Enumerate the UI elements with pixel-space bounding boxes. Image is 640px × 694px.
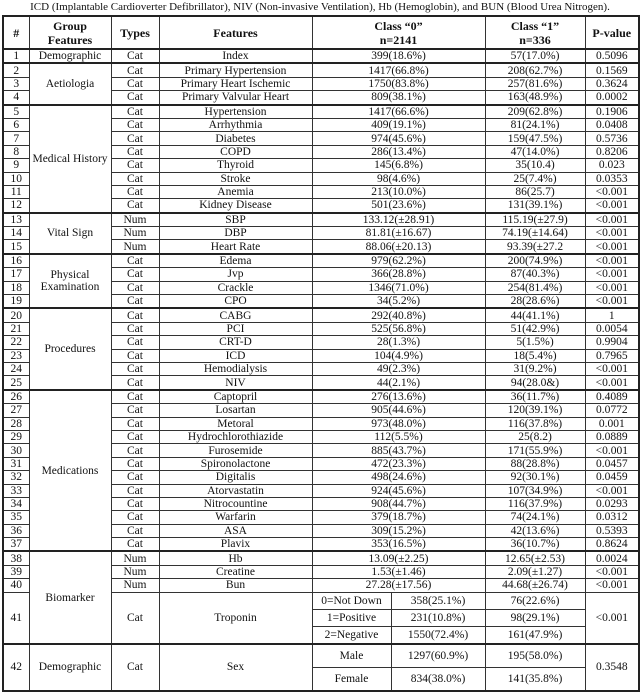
feature-name: PCI — [159, 322, 312, 335]
feature-name: Heart Rate — [159, 240, 312, 254]
row-number: 27 — [3, 404, 29, 417]
feature-name: Plavix — [159, 538, 312, 552]
p-value: 0.7965 — [585, 349, 639, 362]
feature-name: CRT-D — [159, 336, 312, 349]
p-value: 0.5736 — [585, 132, 639, 145]
p-value: <0.001 — [585, 268, 639, 281]
row-number: 23 — [3, 349, 29, 362]
feature-type: Cat — [111, 254, 159, 268]
feature-type: Num — [111, 551, 159, 565]
row-number: 39 — [3, 565, 29, 578]
header-features: Features — [159, 16, 312, 49]
table-row — [3, 551, 639, 565]
class1-value: 87(40.3%) — [485, 268, 585, 281]
class1-value: 25(7.4%) — [485, 172, 585, 185]
row-number: 8 — [3, 145, 29, 158]
row-number: 22 — [3, 336, 29, 349]
p-value: <0.001 — [585, 444, 639, 457]
group-name: Demographic — [29, 49, 111, 63]
feature-name: Primary Hypertension — [159, 63, 312, 77]
feature-name: CPO — [159, 295, 312, 309]
class1-value: 208(62.7%) — [485, 63, 585, 77]
p-value: <0.001 — [585, 281, 639, 294]
class1-value: 2.09(±1.27) — [485, 565, 585, 578]
p-value: 0.0002 — [585, 91, 639, 105]
feature-name: Thyroid — [159, 159, 312, 172]
p-value: 1 — [585, 308, 639, 322]
feature-type: Cat — [111, 471, 159, 484]
p-value: <0.001 — [585, 376, 639, 390]
feature-type: Cat — [111, 118, 159, 131]
class0-value: 27.28(±17.56) — [312, 579, 485, 592]
row-number: 3 — [3, 77, 29, 90]
feature-type: Cat — [111, 484, 159, 497]
class1-value: 44.68(±26.74) — [485, 579, 585, 592]
class0-value: 112(5.5%) — [312, 430, 485, 443]
feature-type: Cat — [111, 159, 159, 172]
row-number: 36 — [3, 524, 29, 537]
class0-value: 908(44.7%) — [312, 497, 485, 510]
feature-name: ASA — [159, 524, 312, 537]
feature-type: Cat — [111, 77, 159, 90]
class0-value: 309(15.2%) — [312, 524, 485, 537]
class1-value: 18(5.4%) — [485, 349, 585, 362]
row-number: 35 — [3, 511, 29, 524]
class0-value: 1550(72.4%) — [391, 626, 485, 644]
feature-name: Jvp — [159, 268, 312, 281]
sub-category-label: Male — [312, 644, 391, 668]
class1-value: 98(29.1%) — [485, 609, 585, 626]
feature-name: Captopril — [159, 390, 312, 404]
p-value: 0.0024 — [585, 551, 639, 565]
row-number: 29 — [3, 430, 29, 443]
feature-type: Cat — [111, 511, 159, 524]
class1-value: 25(8.2) — [485, 430, 585, 443]
p-value: 0.9904 — [585, 336, 639, 349]
p-value: <0.001 — [585, 592, 639, 644]
class0-value: 81.81(±16.67) — [312, 227, 485, 240]
class0-value: 472(23.3%) — [312, 457, 485, 470]
feature-type: Cat — [111, 390, 159, 404]
table-row — [3, 644, 639, 668]
class0-value: 366(28.8%) — [312, 268, 485, 281]
sub-category-label: Female — [312, 667, 391, 691]
feature-name: Hydrochlorothiazide — [159, 430, 312, 443]
class0-value: 358(25.1%) — [391, 592, 485, 609]
feature-type: Cat — [111, 592, 159, 644]
row-number: 20 — [3, 308, 29, 322]
class1-value: 94(28.0&) — [485, 376, 585, 390]
feature-type: Cat — [111, 145, 159, 158]
feature-type: Cat — [111, 336, 159, 349]
class0-value: 213(10.0%) — [312, 185, 485, 198]
class0-value: 1.53(±1.46) — [312, 565, 485, 578]
group-name: Vital Sign — [29, 213, 111, 254]
feature-name: Atorvastatin — [159, 484, 312, 497]
feature-name: Losartan — [159, 404, 312, 417]
row-number: 10 — [3, 172, 29, 185]
class0-value: 979(62.2%) — [312, 254, 485, 268]
feature-type: Cat — [111, 362, 159, 375]
row-number: 30 — [3, 444, 29, 457]
p-value: 0.0312 — [585, 511, 639, 524]
feature-name: COPD — [159, 145, 312, 158]
p-value: 0.0408 — [585, 118, 639, 131]
p-value: 0.8624 — [585, 538, 639, 552]
class1-value: 51(42.9%) — [485, 322, 585, 335]
row-number: 21 — [3, 322, 29, 335]
class1-value: 88(28.8%) — [485, 457, 585, 470]
class1-value: 161(47.9%) — [485, 626, 585, 644]
row-number: 24 — [3, 362, 29, 375]
class0-value: 276(13.6%) — [312, 390, 485, 404]
p-value: 0.5393 — [585, 524, 639, 537]
p-value: 0.0353 — [585, 172, 639, 185]
feature-name: Nitrocountine — [159, 497, 312, 510]
table-row — [3, 390, 639, 404]
feature-type: Cat — [111, 172, 159, 185]
feature-type: Cat — [111, 417, 159, 430]
features-table — [2, 15, 640, 692]
row-number: 13 — [3, 213, 29, 227]
class1-value: 159(47.5%) — [485, 132, 585, 145]
class0-value: 905(44.6%) — [312, 404, 485, 417]
row-number: 34 — [3, 497, 29, 510]
feature-type: Cat — [111, 268, 159, 281]
p-value: 0.0772 — [585, 404, 639, 417]
class1-value: 92(30.1%) — [485, 471, 585, 484]
group-name: Medical History — [29, 105, 111, 213]
class0-value: 1750(83.8%) — [312, 77, 485, 90]
row-number: 12 — [3, 199, 29, 213]
feature-name: ICD — [159, 349, 312, 362]
feature-name: Sex — [159, 644, 312, 691]
row-number: 2 — [3, 63, 29, 77]
class1-value: 76(22.6%) — [485, 592, 585, 609]
p-value: 0.3548 — [585, 644, 639, 691]
class1-value: 107(34.9%) — [485, 484, 585, 497]
feature-type: Cat — [111, 349, 159, 362]
class0-value: 809(38.1%) — [312, 91, 485, 105]
row-number: 37 — [3, 538, 29, 552]
p-value: <0.001 — [585, 227, 639, 240]
class0-value: 28(1.3%) — [312, 336, 485, 349]
feature-type: Cat — [111, 49, 159, 63]
sub-category-label: 1=Positive — [312, 609, 391, 626]
p-value: 0.3624 — [585, 77, 639, 90]
feature-type: Cat — [111, 308, 159, 322]
header-class1: Class “1” n=336 — [485, 16, 585, 49]
feature-name: Troponin — [159, 592, 312, 644]
p-value: 0.023 — [585, 159, 639, 172]
p-value: <0.001 — [585, 185, 639, 198]
feature-name: Anemia — [159, 185, 312, 198]
feature-type: Cat — [111, 185, 159, 198]
p-value: <0.001 — [585, 362, 639, 375]
row-number: 16 — [3, 254, 29, 268]
feature-type: Cat — [111, 281, 159, 294]
feature-type: Cat — [111, 524, 159, 537]
feature-name: Warfarin — [159, 511, 312, 524]
row-number: 19 — [3, 295, 29, 309]
row-number: 14 — [3, 227, 29, 240]
class1-value: 120(39.1%) — [485, 404, 585, 417]
class0-value: 34(5.2%) — [312, 295, 485, 309]
feature-name: Crackle — [159, 281, 312, 294]
feature-type: Cat — [111, 91, 159, 105]
class1-value: 47(14.0%) — [485, 145, 585, 158]
feature-type: Cat — [111, 63, 159, 77]
p-value: 0.0054 — [585, 322, 639, 335]
row-number: 15 — [3, 240, 29, 254]
table-row — [3, 105, 639, 119]
class0-value: 501(23.6%) — [312, 199, 485, 213]
feature-type: Cat — [111, 404, 159, 417]
p-value: 0.1906 — [585, 105, 639, 119]
class1-value: 12.65(±2.53) — [485, 551, 585, 565]
class0-value: 924(45.6%) — [312, 484, 485, 497]
class1-value: 31(9.2%) — [485, 362, 585, 375]
p-value: <0.001 — [585, 254, 639, 268]
feature-name: Index — [159, 49, 312, 63]
feature-name: Edema — [159, 254, 312, 268]
class0-value: 834(38.0%) — [391, 667, 485, 691]
row-number: 33 — [3, 484, 29, 497]
class1-value: 36(10.7%) — [485, 538, 585, 552]
feature-type: Cat — [111, 132, 159, 145]
feature-name: Arrhythmia — [159, 118, 312, 131]
class1-value: 163(48.9%) — [485, 91, 585, 105]
p-value: 0.1569 — [585, 63, 639, 77]
table-row — [3, 63, 639, 77]
class1-value: 209(62.8%) — [485, 105, 585, 119]
feature-type: Cat — [111, 644, 159, 691]
p-value: <0.001 — [585, 484, 639, 497]
class0-value: 409(19.1%) — [312, 118, 485, 131]
class1-value: 257(81.6%) — [485, 77, 585, 90]
class1-value: 200(74.9%) — [485, 254, 585, 268]
class0-value: 974(45.6%) — [312, 132, 485, 145]
table-row — [3, 308, 639, 322]
feature-name: SBP — [159, 213, 312, 227]
class0-value: 525(56.8%) — [312, 322, 485, 335]
feature-name: Primary Heart Ischemic — [159, 77, 312, 90]
group-name: Biomarker — [29, 551, 111, 643]
feature-type: Cat — [111, 457, 159, 470]
header-class0: Class “0” n=2141 — [312, 16, 485, 49]
class1-value: 57(17.0%) — [485, 49, 585, 63]
p-value: <0.001 — [585, 240, 639, 254]
class1-value: 86(25.7) — [485, 185, 585, 198]
header-types: Types — [111, 16, 159, 49]
p-value: 0.4089 — [585, 390, 639, 404]
feature-name: Hb — [159, 551, 312, 565]
header-num: # — [3, 16, 29, 49]
row-number: 31 — [3, 457, 29, 470]
row-number: 7 — [3, 132, 29, 145]
feature-type: Num — [111, 565, 159, 578]
feature-name: Kidney Disease — [159, 199, 312, 213]
feature-type: Cat — [111, 497, 159, 510]
class0-value: 104(4.9%) — [312, 349, 485, 362]
row-number: 28 — [3, 417, 29, 430]
class1-value: 171(55.9%) — [485, 444, 585, 457]
feature-name: Diabetes — [159, 132, 312, 145]
feature-name: Stroke — [159, 172, 312, 185]
p-value: <0.001 — [585, 213, 639, 227]
feature-name: CABG — [159, 308, 312, 322]
row-number: 38 — [3, 551, 29, 565]
group-name: Aetiologia — [29, 63, 111, 104]
feature-type: Cat — [111, 199, 159, 213]
feature-name: Digitalis — [159, 471, 312, 484]
p-value: 0.0457 — [585, 457, 639, 470]
class0-value: 1297(60.9%) — [391, 644, 485, 668]
header-row — [3, 16, 639, 49]
class0-value: 1346(71.0%) — [312, 281, 485, 294]
feature-type: Num — [111, 227, 159, 240]
class0-value: 399(18.6%) — [312, 49, 485, 63]
table-row — [3, 49, 639, 63]
sub-category-label: 2=Negative — [312, 626, 391, 644]
class1-value: 74(24.1%) — [485, 511, 585, 524]
class1-value: 74.19(±14.64) — [485, 227, 585, 240]
class0-value: 145(6.8%) — [312, 159, 485, 172]
feature-type: Cat — [111, 538, 159, 552]
class0-value: 353(16.5%) — [312, 538, 485, 552]
feature-name: Bun — [159, 579, 312, 592]
row-number: 25 — [3, 376, 29, 390]
group-name: Medications — [29, 390, 111, 552]
feature-type: Cat — [111, 430, 159, 443]
class0-value: 49(2.3%) — [312, 362, 485, 375]
class1-value: 81(24.1%) — [485, 118, 585, 131]
class0-value: 44(2.1%) — [312, 376, 485, 390]
feature-type: Num — [111, 579, 159, 592]
group-name: Physical Examination — [29, 254, 111, 309]
row-number: 32 — [3, 471, 29, 484]
header-group: Group Features — [29, 16, 111, 49]
row-number: 11 — [3, 185, 29, 198]
feature-name: Hemodialysis — [159, 362, 312, 375]
row-number: 17 — [3, 268, 29, 281]
class0-value: 498(24.6%) — [312, 471, 485, 484]
class1-value: 42(13.6%) — [485, 524, 585, 537]
p-value: <0.001 — [585, 579, 639, 592]
class1-value: 131(39.1%) — [485, 199, 585, 213]
class0-value: 292(40.8%) — [312, 308, 485, 322]
p-value: <0.001 — [585, 295, 639, 309]
feature-type: Num — [111, 240, 159, 254]
class0-value: 13.09(±2.25) — [312, 551, 485, 565]
feature-type: Num — [111, 213, 159, 227]
feature-type: Cat — [111, 322, 159, 335]
row-number: 9 — [3, 159, 29, 172]
feature-type: Cat — [111, 105, 159, 119]
sub-category-label: 0=Not Down — [312, 592, 391, 609]
row-number: 40 — [3, 579, 29, 592]
class1-value: 116(37.9%) — [485, 497, 585, 510]
feature-name: Primary Valvular Heart — [159, 91, 312, 105]
feature-type: Cat — [111, 444, 159, 457]
row-number: 26 — [3, 390, 29, 404]
feature-name: NIV — [159, 376, 312, 390]
class1-value: 36(11.7%) — [485, 390, 585, 404]
class0-value: 133.12(±28.91) — [312, 213, 485, 227]
class1-value: 93.39(±27.2 — [485, 240, 585, 254]
class1-value: 116(37.8%) — [485, 417, 585, 430]
class1-value: 141(35.8%) — [485, 667, 585, 691]
p-value: <0.001 — [585, 199, 639, 213]
class0-value: 98(4.6%) — [312, 172, 485, 185]
p-value: 0.0293 — [585, 497, 639, 510]
class1-value: 115.19(±27.9) — [485, 213, 585, 227]
class1-value: 28(28.6%) — [485, 295, 585, 309]
header-pvalue: P-value — [585, 16, 639, 49]
p-value: 0.001 — [585, 417, 639, 430]
class1-value: 195(58.0%) — [485, 644, 585, 668]
class0-value: 973(48.0%) — [312, 417, 485, 430]
class0-value: 231(10.8%) — [391, 609, 485, 626]
row-number: 5 — [3, 105, 29, 119]
class1-value: 5(1.5%) — [485, 336, 585, 349]
row-number: 42 — [3, 644, 29, 691]
row-number: 41 — [3, 592, 29, 644]
class1-value: 35(10.4) — [485, 159, 585, 172]
feature-type: Cat — [111, 376, 159, 390]
row-number: 6 — [3, 118, 29, 131]
p-value: 0.0889 — [585, 430, 639, 443]
row-number: 1 — [3, 49, 29, 63]
class1-value: 44(41.1%) — [485, 308, 585, 322]
p-value: 0.5096 — [585, 49, 639, 63]
p-value: 0.0459 — [585, 471, 639, 484]
table-row — [3, 254, 639, 268]
feature-name: Spironolactone — [159, 457, 312, 470]
group-name: Demographic — [29, 644, 111, 691]
row-number: 4 — [3, 91, 29, 105]
table-row — [3, 213, 639, 227]
row-number: 18 — [3, 281, 29, 294]
feature-name: Hypertension — [159, 105, 312, 119]
class0-value: 286(13.4%) — [312, 145, 485, 158]
class0-value: 1417(66.8%) — [312, 63, 485, 77]
class0-value: 885(43.7%) — [312, 444, 485, 457]
class0-value: 88.06(±20.13) — [312, 240, 485, 254]
feature-name: Furosemide — [159, 444, 312, 457]
feature-name: Metoral — [159, 417, 312, 430]
class1-value: 254(81.4%) — [485, 281, 585, 294]
class0-value: 379(18.7%) — [312, 511, 485, 524]
p-value: <0.001 — [585, 565, 639, 578]
group-name: Procedures — [29, 308, 111, 389]
p-value: 0.8206 — [585, 145, 639, 158]
feature-name: Creatine — [159, 565, 312, 578]
feature-name: DBP — [159, 227, 312, 240]
class0-value: 1417(66.6%) — [312, 105, 485, 119]
table-caption: ICD (Implantable Cardioverter Defibrillator), NIV (Non-invasive Ventilation), Hb (Hemoglobin), and BUN (Blood Urea Nitrogen). — [30, 1, 610, 13]
feature-type: Cat — [111, 295, 159, 309]
